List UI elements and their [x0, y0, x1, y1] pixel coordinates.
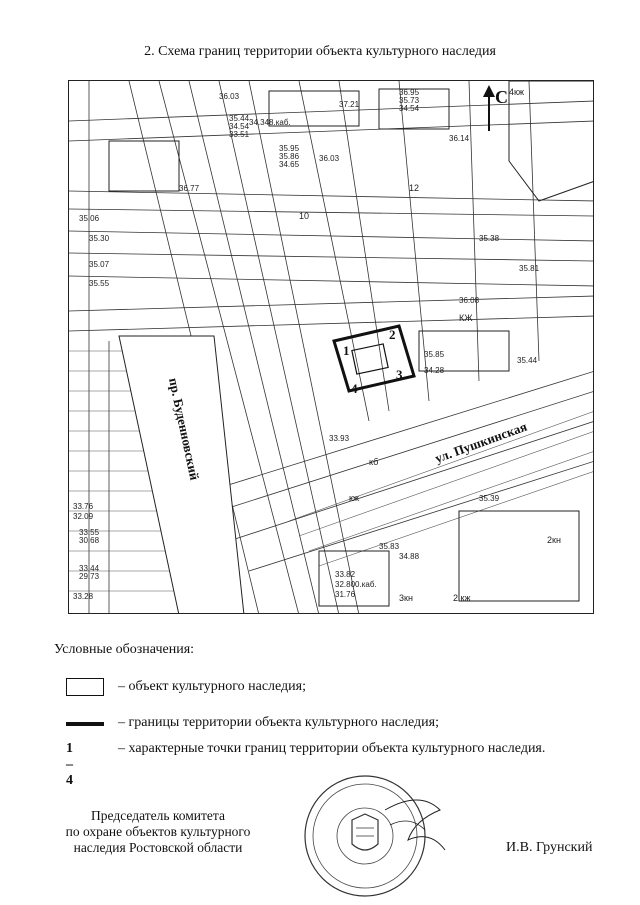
building-label: 12 — [409, 183, 420, 193]
elevation-label: 35.06 — [79, 214, 100, 223]
legend-item-text: – характерные точки границ территории объекта культурного наследия. — [118, 741, 546, 756]
elevation-label: 35.81 — [519, 264, 540, 273]
building-labels — [299, 87, 561, 603]
elevation-label: 36.77 — [179, 184, 200, 193]
building-label: кб — [369, 457, 379, 467]
elevation-label: 34.65 — [279, 160, 300, 169]
elevation-label: 35.86 — [279, 152, 300, 161]
north-label: С — [495, 87, 508, 107]
elevation-label: 36.95 — [399, 88, 420, 97]
legend-number-symbol: 1 – 4 — [66, 741, 73, 788]
elevation-label: 35.44 — [229, 114, 250, 123]
signatory-position — [40, 808, 276, 856]
elevation-label: 35.73 — [399, 96, 420, 105]
elevation-label: 35.95 — [279, 144, 300, 153]
elevation-label: 34.54 — [229, 122, 250, 131]
elevation-label: 35.07 — [89, 260, 110, 269]
page-title: 2. Схема границ территории объекта культурного наследия — [144, 44, 496, 59]
elevation-label: 33.44 — [79, 564, 100, 573]
corner-point-1: 1 — [343, 343, 350, 358]
elevation-label: 33.55 — [79, 528, 100, 537]
elevation-label: 30.68 — [79, 536, 100, 545]
building-label: 10 — [299, 211, 310, 221]
elevation-label: 34.28 — [424, 366, 445, 375]
building-label: 4кж — [509, 87, 524, 97]
official-seal-stamp — [290, 770, 450, 900]
elevation-label: 34.54 — [399, 104, 420, 113]
building-label: 3кн — [399, 593, 413, 603]
corner-point-3: 3 — [396, 367, 403, 382]
map-drawing — [69, 81, 594, 614]
elevation-label: 32.800.каб. — [335, 580, 377, 589]
elevation-label: 35.85 — [424, 350, 445, 359]
elevation-label: 32.09 — [73, 512, 94, 521]
corner-point-4: 4 — [351, 381, 358, 396]
elevation-label: 29.73 — [79, 572, 100, 581]
elevation-label: 36.14 — [449, 134, 470, 143]
elevation-label: 34.348.каб. — [249, 118, 291, 127]
building-label: КЖ — [459, 313, 473, 323]
legend-line-symbol — [66, 722, 104, 726]
elevation-label: 35.83 — [379, 542, 400, 551]
elevation-label: 33.76 — [73, 502, 94, 511]
legend-title: Условные обозначения: — [54, 642, 195, 657]
position-line: Председатель комитета — [91, 808, 225, 823]
elevation-label: 35.30 — [89, 234, 110, 243]
signatory-name: И.В. Грунский — [506, 840, 593, 855]
avenue-label: пр. Буденновский — [166, 376, 203, 482]
elevation-label: 33.28 — [73, 592, 94, 601]
position-line: наследия Ростовской области — [73, 840, 243, 855]
elevation-label: 35.38 — [479, 234, 500, 243]
position-line: по охране объектов культурного — [65, 824, 251, 839]
elevation-label: 33.51 — [229, 130, 250, 139]
elevation-label: 35.44 — [517, 356, 538, 365]
elevation-label: 36.08 — [459, 296, 480, 305]
elevation-label: 33.93 — [329, 434, 350, 443]
elevation-label: 34.88 — [399, 552, 420, 561]
building-label: кж — [349, 493, 359, 503]
elevation-label: 35.55 — [89, 279, 110, 288]
corner-point-2: 2 — [389, 327, 396, 342]
elevation-label: 31.76 — [335, 590, 356, 599]
elevation-label: 36.03 — [319, 154, 340, 163]
legend-item-text: – границы территории объекта культурного наследия; — [118, 715, 439, 730]
street-label: ул. Пушкинская — [432, 418, 529, 466]
elevation-label: 33.82 — [335, 570, 356, 579]
elevation-label: 35.39 — [479, 494, 500, 503]
building-label: 2кн — [547, 535, 561, 545]
legend-item-text: – объект культурного наследия; — [118, 679, 306, 694]
elevation-label: 37.21 — [339, 100, 360, 109]
site-plan-map — [68, 80, 594, 614]
elevation-label: 36.03 — [219, 92, 240, 101]
building-label: 2 кж — [453, 593, 471, 603]
legend-box-symbol — [66, 678, 104, 696]
